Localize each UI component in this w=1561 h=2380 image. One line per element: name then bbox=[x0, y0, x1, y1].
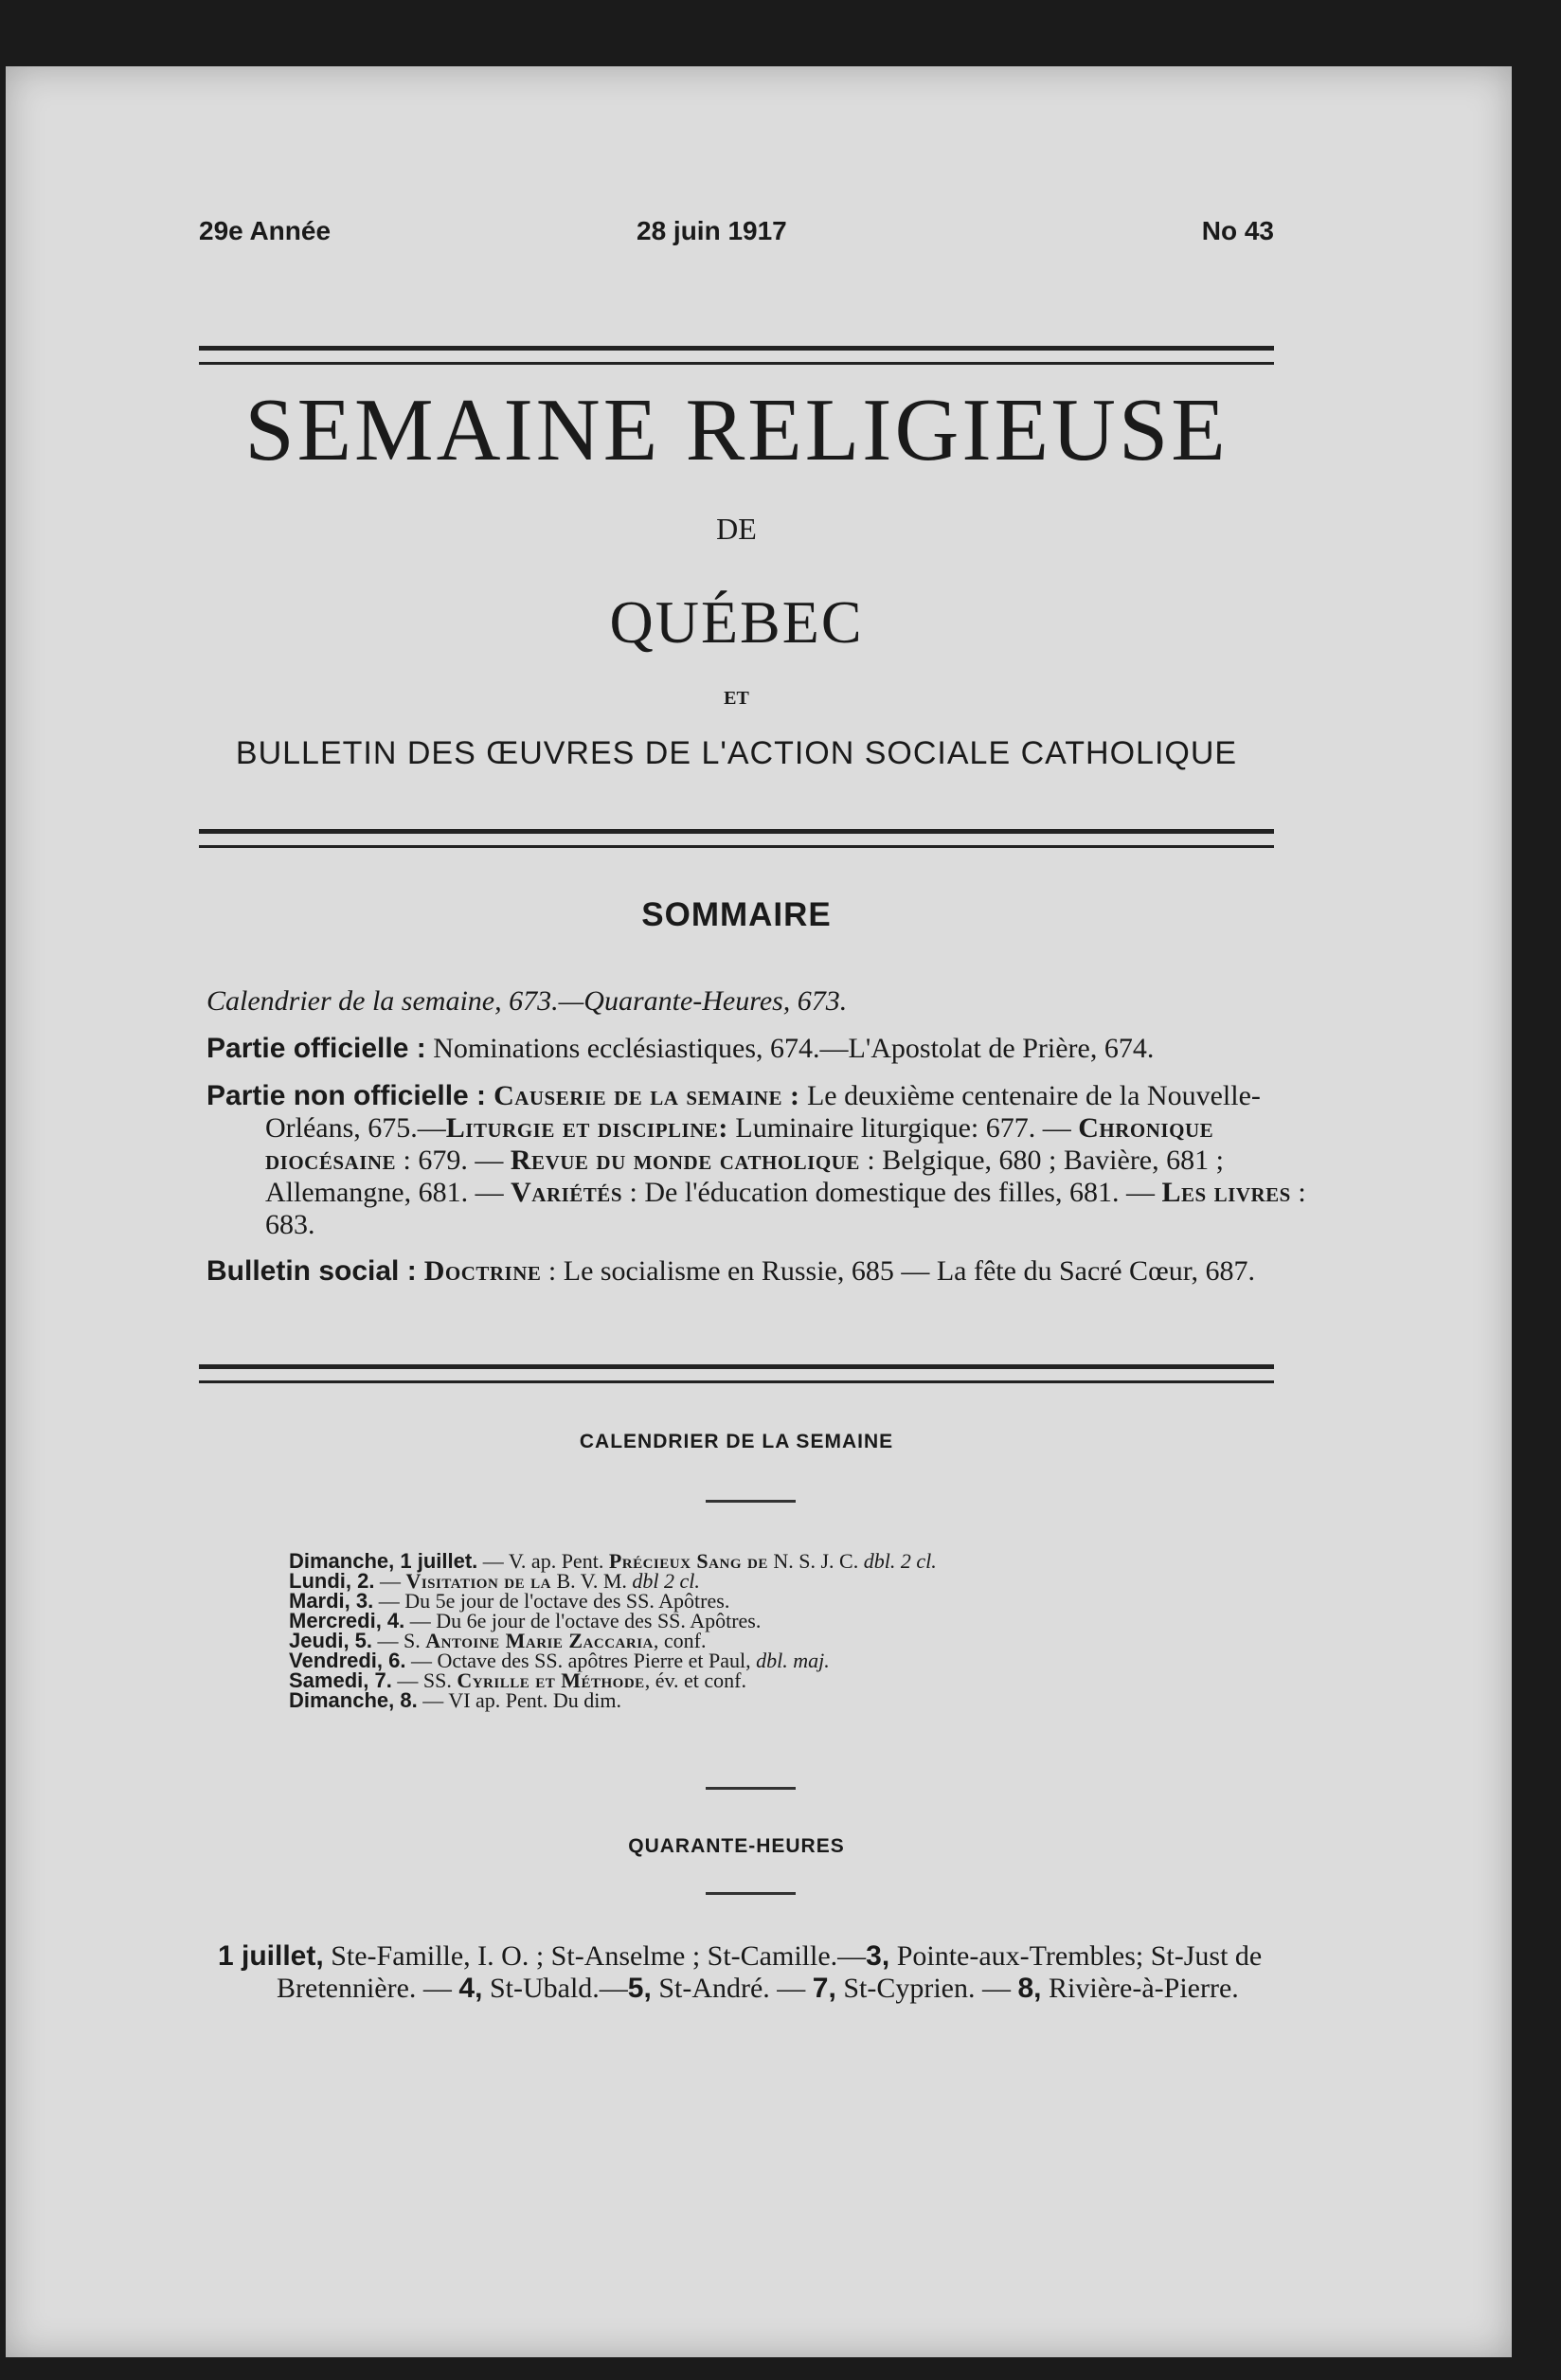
qh-date-4: 4, bbox=[458, 1973, 483, 2004]
calendar-day: Mercredi, 4. bbox=[289, 1609, 405, 1632]
calendrier-list bbox=[289, 1551, 1217, 1710]
sommaire-social bbox=[206, 1255, 1340, 1288]
calendrier-end-rule bbox=[706, 1787, 796, 1790]
calendar-entry bbox=[289, 1591, 1217, 1611]
year-label: 29e Année bbox=[199, 216, 332, 245]
quarante-heures-short-rule bbox=[706, 1892, 796, 1895]
qh-date-5: 5, bbox=[627, 1973, 652, 2004]
quarante-heures-text bbox=[218, 1940, 1352, 2005]
calendar-text: — Du 6e jour de l'octave des SS. Apôtres. bbox=[404, 1609, 762, 1632]
issue-date: 28 juin 1917 bbox=[637, 216, 787, 245]
calendar-feast: Visitation de la bbox=[405, 1569, 551, 1593]
calendar-day: Jeudi, 5. bbox=[289, 1629, 373, 1652]
qh-text-8: Rivière-à-Pierre. bbox=[1041, 1973, 1239, 2004]
calendar-rank: dbl. 2 cl. bbox=[863, 1549, 937, 1573]
qh-text-7: St-Cyprien. — bbox=[835, 1973, 1018, 2004]
calendar-text: — SS. bbox=[391, 1668, 458, 1692]
calendar-entry bbox=[289, 1670, 1217, 1690]
doctrine-label: Doctrine bbox=[416, 1255, 542, 1287]
calendar-feast: Antoine Marie Zaccaria bbox=[425, 1629, 654, 1652]
calendar-feast: Cyrille et Méthode bbox=[457, 1668, 645, 1692]
calendar-rest: , év. et conf. bbox=[644, 1668, 747, 1692]
chronique-label: Chronique diocésaine bbox=[265, 1112, 1214, 1176]
qh-text-1: Ste-Famille, I. O. ; St-Anselme ; St-Camille.— bbox=[323, 1940, 867, 1972]
calendrier-heading: CALENDRIER DE LA SEMAINE bbox=[579, 1431, 894, 1452]
issue-number: No 43 bbox=[1201, 216, 1274, 245]
livres-text: : 683. bbox=[265, 1177, 1306, 1240]
non-officielle-lead: Partie non officielle : bbox=[206, 1080, 487, 1111]
header-divider bbox=[199, 346, 1274, 365]
revue-label: Revue du monde catholique bbox=[510, 1145, 860, 1176]
quarante-heures-heading: QUARANTE-HEURES bbox=[628, 1835, 845, 1857]
calendar-text: — VI ap. Pent. Du dim. bbox=[417, 1688, 622, 1712]
chronique-text: : 679. — bbox=[396, 1145, 511, 1176]
sommaire-officielle bbox=[206, 1033, 1282, 1065]
social-lead: Bulletin social : bbox=[206, 1255, 417, 1287]
calendar-entry bbox=[289, 1690, 1217, 1710]
masthead-city: QUÉBEC bbox=[609, 588, 864, 656]
calendar-day: Dimanche, 1 juillet. bbox=[289, 1549, 478, 1573]
calendar-rest: B. V. M. bbox=[551, 1569, 633, 1593]
calendar-entry bbox=[289, 1611, 1217, 1631]
revue-text: : Belgique, 680 ; Bavière, 681 ; Allemangne, 681. — bbox=[265, 1145, 1224, 1208]
calendar-entry bbox=[289, 1551, 1217, 1571]
masthead-title: SEMAINE RELIGIEUSE bbox=[244, 381, 1229, 479]
calendar-day: Vendredi, 6. bbox=[289, 1649, 406, 1672]
calendar-text: — Du 5e jour de l'octave des SS. Apôtres. bbox=[373, 1589, 730, 1613]
masthead-divider bbox=[199, 829, 1274, 848]
qh-text-5: St-André. — bbox=[651, 1973, 813, 2004]
calendar-day: Dimanche, 8. bbox=[289, 1688, 418, 1712]
calendar-text: — S. bbox=[372, 1629, 426, 1652]
calendar-rank: dbl 2 cl. bbox=[632, 1569, 700, 1593]
doctrine-text: : Le socialisme en Russie, 685 — La fête du Sacré Cœur, 687. bbox=[541, 1255, 1256, 1287]
qh-date-8: 8, bbox=[1017, 1973, 1042, 2004]
sommaire-non-officielle bbox=[206, 1080, 1340, 1241]
calendrier-short-rule bbox=[706, 1500, 796, 1503]
qh-date-7: 7, bbox=[812, 1973, 836, 2004]
sommaire-calendar-line bbox=[206, 985, 1282, 1018]
qh-date-1: 1 juillet, bbox=[218, 1940, 324, 1972]
calendar-entry bbox=[289, 1650, 1217, 1670]
varietes-text: : De l'éducation domestique des filles, 681. — bbox=[622, 1177, 1162, 1208]
livres-label: Les livres bbox=[1161, 1177, 1291, 1208]
calendar-rest: , conf. bbox=[653, 1629, 707, 1652]
calendar-text: — Octave des SS. apôtres Pierre et Paul, bbox=[405, 1649, 757, 1672]
calendar-day: Mardi, 3. bbox=[289, 1589, 374, 1613]
masthead-subtitle: BULLETIN DES ŒUVRES DE L'ACTION SOCIALE CATHOLIQUE bbox=[235, 735, 1238, 771]
masthead-et: ET bbox=[724, 688, 749, 709]
qh-date-3: 3, bbox=[866, 1940, 890, 1972]
calendar-entry bbox=[289, 1571, 1217, 1591]
qh-text-3: Pointe-aux-Trembles; St-Just de Bretennière. — bbox=[277, 1940, 1263, 2004]
calendar-day: Samedi, 7. bbox=[289, 1668, 392, 1692]
calendar-day: Lundi, 2. bbox=[289, 1569, 375, 1593]
liturgie-label: Liturgie et discipline: bbox=[445, 1112, 728, 1144]
sommaire-heading: SOMMAIRE bbox=[641, 896, 832, 933]
officielle-text: Nominations ecclésiastiques, 674.—L'Apostolat de Prière, 674. bbox=[425, 1033, 1155, 1064]
calendar-entry bbox=[289, 1631, 1217, 1650]
sommaire-divider bbox=[199, 1364, 1274, 1383]
causerie-label: Causerie de la semaine : bbox=[486, 1080, 800, 1111]
causerie-text: Le deuxième centenaire de la Nouvelle-Orléans, 675.— bbox=[265, 1080, 1261, 1144]
calendar-text: — V. ap. Pent. bbox=[477, 1549, 609, 1573]
liturgie-text: Luminaire liturgique: 677. — bbox=[727, 1112, 1079, 1144]
calendar-rest: N. S. J. C. bbox=[767, 1549, 864, 1573]
sommaire-line1: Calendrier de la semaine, 673.—Quarante-Heures, 673. bbox=[206, 985, 848, 1017]
masthead-de: DE bbox=[716, 512, 757, 546]
calendar-text: — bbox=[374, 1569, 406, 1593]
officielle-lead: Partie officielle : bbox=[206, 1033, 426, 1064]
calendar-rank: dbl. maj. bbox=[756, 1649, 830, 1672]
qh-text-4: St-Ubald.— bbox=[482, 1973, 628, 2004]
varietes-label: Variétés bbox=[511, 1177, 622, 1208]
calendar-feast: Précieux Sang de bbox=[608, 1549, 768, 1573]
